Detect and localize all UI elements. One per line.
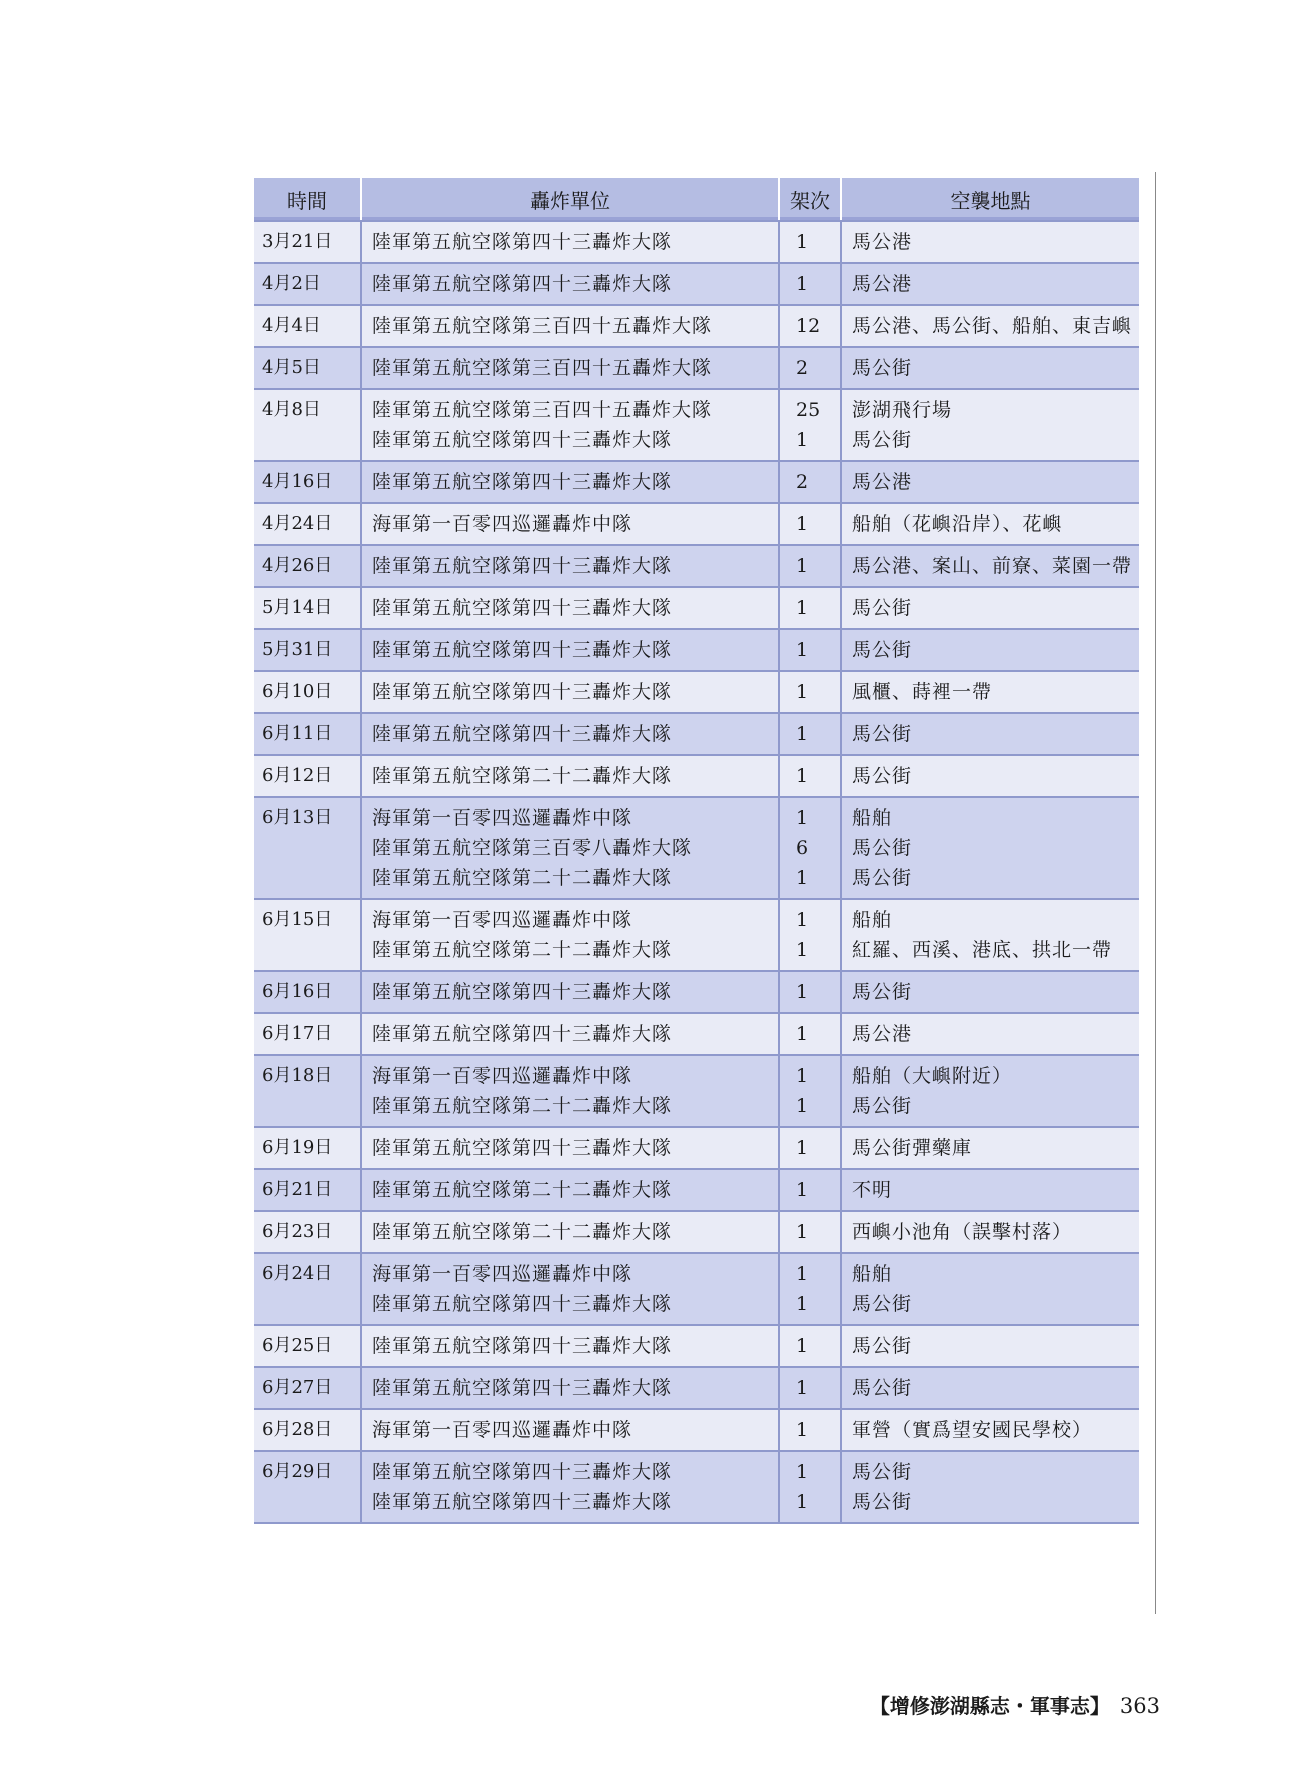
cell-raid-location-line: 紅羅、西溪、港底、拱北一帶	[852, 939, 1113, 961]
book-title: 【增修澎湖縣志・軍事志】	[869, 1694, 1110, 1718]
cell-date: 5月31日	[254, 629, 361, 671]
cell-bomber-unit-line: 陸軍第五航空隊第四十三轟炸大隊	[372, 597, 673, 619]
cell-sorties	[779, 221, 841, 263]
table-row	[254, 1409, 1139, 1451]
cell-bomber-unit-line: 陸軍第五航空隊第四十三轟炸大隊	[372, 1137, 673, 1159]
header-bomber-unit: 轟炸單位	[361, 178, 779, 221]
cell-sorties-line: 1	[796, 513, 809, 535]
cell-bomber-unit-line: 陸軍第五航空隊第四十三轟炸大隊	[372, 723, 673, 745]
cell-raid-location-line: 馬公街	[852, 429, 913, 451]
cell-raid-location-line: 馬公街	[852, 867, 913, 889]
header-sorties: 架次	[779, 178, 841, 221]
cell-bomber-unit	[361, 1367, 779, 1409]
cell-sorties-line: 1	[796, 231, 809, 253]
cell-bomber-unit	[361, 1169, 779, 1211]
cell-sorties-line: 2	[796, 471, 809, 493]
cell-sorties	[779, 389, 841, 461]
cell-date: 6月11日	[254, 713, 361, 755]
cell-date: 6月13日	[254, 797, 361, 899]
cell-date: 6月19日	[254, 1127, 361, 1169]
cell-raid-location	[841, 797, 1139, 899]
cell-bomber-unit-line: 陸軍第五航空隊第四十三轟炸大隊	[372, 1461, 673, 1483]
cell-raid-location	[841, 899, 1139, 971]
cell-bomber-unit	[361, 503, 779, 545]
cell-sorties	[779, 1211, 841, 1253]
table-row	[254, 629, 1139, 671]
cell-sorties-line: 1	[796, 1179, 809, 1201]
cell-date: 5月14日	[254, 587, 361, 629]
cell-date: 4月8日	[254, 389, 361, 461]
cell-sorties	[779, 1169, 841, 1211]
table-row	[254, 221, 1139, 263]
cell-raid-location-line: 馬公港	[852, 273, 913, 295]
cell-bomber-unit-line: 陸軍第五航空隊第三百四十五轟炸大隊	[372, 357, 713, 379]
cell-sorties-line: 1	[796, 1023, 809, 1045]
cell-bomber-unit-line: 海軍第一百零四巡邏轟炸中隊	[372, 513, 633, 535]
cell-date: 6月28日	[254, 1409, 361, 1451]
cell-bomber-unit	[361, 221, 779, 263]
table-row	[254, 503, 1139, 545]
cell-date: 6月21日	[254, 1169, 361, 1211]
cell-date: 6月15日	[254, 899, 361, 971]
cell-bomber-unit	[361, 671, 779, 713]
cell-raid-location-line: 馬公街	[852, 1335, 913, 1357]
cell-bomber-unit	[361, 587, 779, 629]
cell-raid-location-line: 馬公街	[852, 981, 913, 1003]
cell-sorties	[779, 1127, 841, 1169]
cell-bomber-unit	[361, 629, 779, 671]
cell-sorties	[779, 347, 841, 389]
cell-sorties-line: 1	[796, 1065, 809, 1087]
cell-bomber-unit	[361, 1451, 779, 1523]
cell-bomber-unit-line: 陸軍第五航空隊第四十三轟炸大隊	[372, 1023, 673, 1045]
cell-bomber-unit	[361, 1055, 779, 1127]
cell-sorties-line: 1	[796, 807, 809, 829]
cell-raid-location-line: 馬公街	[852, 357, 913, 379]
cell-date: 6月27日	[254, 1367, 361, 1409]
table-row	[254, 1211, 1139, 1253]
cell-sorties	[779, 1055, 841, 1127]
cell-raid-location-line: 馬公街	[852, 765, 913, 787]
cell-bomber-unit-line: 陸軍第五航空隊第四十三轟炸大隊	[372, 471, 673, 493]
cell-raid-location	[841, 1409, 1139, 1451]
air-raid-table	[254, 178, 1139, 1524]
cell-raid-location	[841, 545, 1139, 587]
cell-sorties	[779, 713, 841, 755]
cell-bomber-unit	[361, 347, 779, 389]
air-raid-table-container	[254, 178, 1139, 1524]
cell-bomber-unit	[361, 755, 779, 797]
cell-raid-location-line: 船舶	[852, 909, 893, 931]
cell-bomber-unit-line: 陸軍第五航空隊第四十三轟炸大隊	[372, 1293, 673, 1315]
cell-sorties-line: 1	[796, 555, 809, 577]
cell-sorties-line: 1	[796, 909, 809, 931]
cell-sorties-line: 1	[796, 1377, 809, 1399]
cell-date: 4月2日	[254, 263, 361, 305]
cell-bomber-unit-line: 陸軍第五航空隊第四十三轟炸大隊	[372, 1377, 673, 1399]
cell-date: 4月24日	[254, 503, 361, 545]
cell-bomber-unit-line: 陸軍第五航空隊第二十二轟炸大隊	[372, 765, 673, 787]
cell-raid-location	[841, 713, 1139, 755]
cell-sorties	[779, 971, 841, 1013]
page-number: 363	[1119, 1694, 1160, 1718]
cell-bomber-unit	[361, 1013, 779, 1055]
table-row	[254, 1451, 1139, 1523]
table-row	[254, 1325, 1139, 1367]
cell-raid-location-line: 馬公街	[852, 1293, 913, 1315]
cell-sorties-line: 1	[796, 1419, 809, 1441]
cell-raid-location	[841, 263, 1139, 305]
cell-date: 6月10日	[254, 671, 361, 713]
cell-raid-location	[841, 587, 1139, 629]
header-raid-location: 空襲地點	[841, 178, 1139, 221]
cell-raid-location	[841, 389, 1139, 461]
cell-sorties	[779, 629, 841, 671]
cell-sorties-line: 1	[796, 1491, 809, 1513]
cell-raid-location-line: 船舶	[852, 807, 893, 829]
cell-raid-location-line: 西嶼小池角（誤擊村落）	[852, 1221, 1073, 1243]
cell-raid-location	[841, 1253, 1139, 1325]
cell-sorties-line: 1	[796, 1137, 809, 1159]
table-row	[254, 755, 1139, 797]
cell-raid-location-line: 馬公港、案山、前寮、菜園一帶	[852, 555, 1133, 577]
table-row	[254, 713, 1139, 755]
cell-raid-location-line: 船舶	[852, 1263, 893, 1285]
cell-bomber-unit-line: 陸軍第五航空隊第四十三轟炸大隊	[372, 681, 673, 703]
cell-raid-location-line: 馬公街	[852, 1491, 913, 1513]
cell-sorties-line: 2	[796, 357, 809, 379]
table-row	[254, 545, 1139, 587]
cell-raid-location-line: 馬公街彈藥庫	[852, 1137, 973, 1159]
cell-raid-location-line: 馬公街	[852, 837, 913, 859]
cell-sorties-line: 1	[796, 723, 809, 745]
cell-sorties-line: 6	[796, 837, 809, 859]
cell-bomber-unit	[361, 1325, 779, 1367]
cell-raid-location-line: 風櫃、蒔裡一帶	[852, 681, 993, 703]
table-row	[254, 587, 1139, 629]
table-row	[254, 461, 1139, 503]
cell-bomber-unit-line: 陸軍第五航空隊第四十三轟炸大隊	[372, 1335, 673, 1357]
cell-bomber-unit	[361, 545, 779, 587]
cell-raid-location-line: 馬公街	[852, 639, 913, 661]
table-row	[254, 671, 1139, 713]
cell-bomber-unit-line: 陸軍第五航空隊第二十二轟炸大隊	[372, 1095, 673, 1117]
cell-sorties	[779, 305, 841, 347]
cell-sorties	[779, 1253, 841, 1325]
cell-raid-location	[841, 1211, 1139, 1253]
cell-sorties-line: 1	[796, 981, 809, 1003]
cell-raid-location-line: 馬公街	[852, 1461, 913, 1483]
cell-sorties-line: 1	[796, 681, 809, 703]
cell-raid-location	[841, 671, 1139, 713]
cell-bomber-unit	[361, 461, 779, 503]
cell-date: 4月4日	[254, 305, 361, 347]
cell-sorties-line: 1	[796, 1095, 809, 1117]
cell-sorties-line: 1	[796, 1335, 809, 1357]
cell-raid-location-line: 軍營（實爲望安國民學校）	[852, 1419, 1093, 1441]
cell-raid-location-line: 船舶（大嶼附近）	[852, 1065, 1013, 1087]
cell-bomber-unit-line: 陸軍第五航空隊第四十三轟炸大隊	[372, 981, 673, 1003]
table-row	[254, 1055, 1139, 1127]
cell-raid-location	[841, 755, 1139, 797]
table-row	[254, 389, 1139, 461]
cell-date: 6月12日	[254, 755, 361, 797]
cell-date: 4月5日	[254, 347, 361, 389]
cell-bomber-unit-line: 陸軍第五航空隊第四十三轟炸大隊	[372, 429, 673, 451]
table-row	[254, 347, 1139, 389]
page-footer	[870, 1690, 1160, 1719]
table-row	[254, 1367, 1139, 1409]
cell-raid-location-line: 馬公街	[852, 1095, 913, 1117]
cell-sorties	[779, 1325, 841, 1367]
cell-bomber-unit	[361, 1127, 779, 1169]
cell-bomber-unit-line: 陸軍第五航空隊第三百四十五轟炸大隊	[372, 315, 713, 337]
cell-bomber-unit-line: 陸軍第五航空隊第四十三轟炸大隊	[372, 555, 673, 577]
cell-raid-location-line: 馬公港、馬公街、船舶、東吉嶼	[852, 315, 1133, 337]
cell-date: 6月23日	[254, 1211, 361, 1253]
header-time: 時間	[254, 178, 361, 221]
cell-bomber-unit	[361, 1211, 779, 1253]
cell-raid-location	[841, 1127, 1139, 1169]
cell-raid-location	[841, 305, 1139, 347]
cell-raid-location-line: 馬公港	[852, 231, 913, 253]
cell-bomber-unit-line: 陸軍第五航空隊第三百四十五轟炸大隊	[372, 399, 713, 421]
cell-raid-location-line: 馬公港	[852, 471, 913, 493]
cell-bomber-unit	[361, 263, 779, 305]
cell-sorties	[779, 587, 841, 629]
cell-sorties	[779, 1367, 841, 1409]
cell-date: 4月16日	[254, 461, 361, 503]
table-body	[254, 221, 1139, 1523]
cell-bomber-unit	[361, 713, 779, 755]
cell-bomber-unit	[361, 971, 779, 1013]
cell-bomber-unit-line: 陸軍第五航空隊第二十二轟炸大隊	[372, 1221, 673, 1243]
cell-date: 6月29日	[254, 1451, 361, 1523]
table-row	[254, 305, 1139, 347]
cell-bomber-unit-line: 陸軍第五航空隊第二十二轟炸大隊	[372, 1179, 673, 1201]
cell-sorties-line: 1	[796, 1293, 809, 1315]
page-edge-rule	[1155, 172, 1156, 1614]
cell-raid-location-line: 馬公港	[852, 1023, 913, 1045]
cell-date: 4月26日	[254, 545, 361, 587]
cell-sorties	[779, 899, 841, 971]
cell-sorties-line: 1	[796, 765, 809, 787]
cell-date: 6月18日	[254, 1055, 361, 1127]
cell-sorties-line: 12	[796, 315, 821, 337]
table-row	[254, 1169, 1139, 1211]
cell-sorties-line: 1	[796, 1263, 809, 1285]
cell-raid-location	[841, 503, 1139, 545]
cell-raid-location	[841, 1055, 1139, 1127]
cell-bomber-unit-line: 海軍第一百零四巡邏轟炸中隊	[372, 909, 633, 931]
cell-bomber-unit	[361, 305, 779, 347]
cell-sorties-line: 1	[796, 597, 809, 619]
cell-bomber-unit	[361, 899, 779, 971]
cell-sorties	[779, 797, 841, 899]
cell-sorties	[779, 755, 841, 797]
cell-sorties-line: 1	[796, 1461, 809, 1483]
cell-raid-location	[841, 461, 1139, 503]
cell-raid-location-line: 船舶（花嶼沿岸）、花嶼	[852, 513, 1063, 535]
cell-bomber-unit-line: 陸軍第五航空隊第四十三轟炸大隊	[372, 231, 673, 253]
cell-sorties	[779, 461, 841, 503]
cell-sorties-line: 1	[796, 273, 809, 295]
cell-sorties-line: 1	[796, 1221, 809, 1243]
cell-sorties	[779, 1013, 841, 1055]
cell-sorties-line: 1	[796, 939, 809, 961]
table-header-row	[254, 178, 1139, 221]
cell-date: 6月24日	[254, 1253, 361, 1325]
cell-bomber-unit-line: 陸軍第五航空隊第四十三轟炸大隊	[372, 273, 673, 295]
cell-bomber-unit-line: 海軍第一百零四巡邏轟炸中隊	[372, 807, 633, 829]
cell-bomber-unit	[361, 1253, 779, 1325]
cell-bomber-unit-line: 陸軍第五航空隊第二十二轟炸大隊	[372, 939, 673, 961]
cell-sorties	[779, 671, 841, 713]
cell-date: 3月21日	[254, 221, 361, 263]
cell-sorties	[779, 1409, 841, 1451]
cell-bomber-unit-line: 陸軍第五航空隊第四十三轟炸大隊	[372, 639, 673, 661]
cell-bomber-unit-line: 海軍第一百零四巡邏轟炸中隊	[372, 1419, 633, 1441]
cell-raid-location-line: 澎湖飛行場	[852, 399, 953, 421]
cell-date: 6月25日	[254, 1325, 361, 1367]
cell-raid-location-line: 不明	[852, 1179, 893, 1201]
cell-raid-location	[841, 629, 1139, 671]
cell-raid-location	[841, 221, 1139, 263]
table-row	[254, 899, 1139, 971]
cell-raid-location-line: 馬公街	[852, 597, 913, 619]
cell-bomber-unit-line: 陸軍第五航空隊第二十二轟炸大隊	[372, 867, 673, 889]
cell-sorties-line: 1	[796, 639, 809, 661]
cell-bomber-unit-line: 陸軍第五航空隊第三百零八轟炸大隊	[372, 837, 693, 859]
cell-sorties	[779, 263, 841, 305]
cell-bomber-unit-line: 海軍第一百零四巡邏轟炸中隊	[372, 1065, 633, 1087]
cell-raid-location	[841, 971, 1139, 1013]
cell-raid-location	[841, 347, 1139, 389]
cell-sorties-line: 1	[796, 867, 809, 889]
cell-bomber-unit-line: 海軍第一百零四巡邏轟炸中隊	[372, 1263, 633, 1285]
table-row	[254, 1253, 1139, 1325]
table-row	[254, 263, 1139, 305]
cell-date: 6月16日	[254, 971, 361, 1013]
cell-bomber-unit-line: 陸軍第五航空隊第四十三轟炸大隊	[372, 1491, 673, 1513]
table-row	[254, 797, 1139, 899]
cell-raid-location	[841, 1451, 1139, 1523]
cell-raid-location-line: 馬公街	[852, 1377, 913, 1399]
cell-sorties	[779, 545, 841, 587]
cell-sorties	[779, 503, 841, 545]
table-row	[254, 971, 1139, 1013]
table-row	[254, 1013, 1139, 1055]
cell-sorties-line: 25	[796, 399, 821, 421]
cell-raid-location	[841, 1169, 1139, 1211]
cell-bomber-unit	[361, 1409, 779, 1451]
cell-date: 6月17日	[254, 1013, 361, 1055]
cell-bomber-unit	[361, 389, 779, 461]
cell-sorties-line: 1	[796, 429, 809, 451]
cell-raid-location	[841, 1367, 1139, 1409]
table-row	[254, 1127, 1139, 1169]
cell-raid-location	[841, 1325, 1139, 1367]
cell-sorties	[779, 1451, 841, 1523]
cell-raid-location-line: 馬公街	[852, 723, 913, 745]
cell-raid-location	[841, 1013, 1139, 1055]
cell-bomber-unit	[361, 797, 779, 899]
